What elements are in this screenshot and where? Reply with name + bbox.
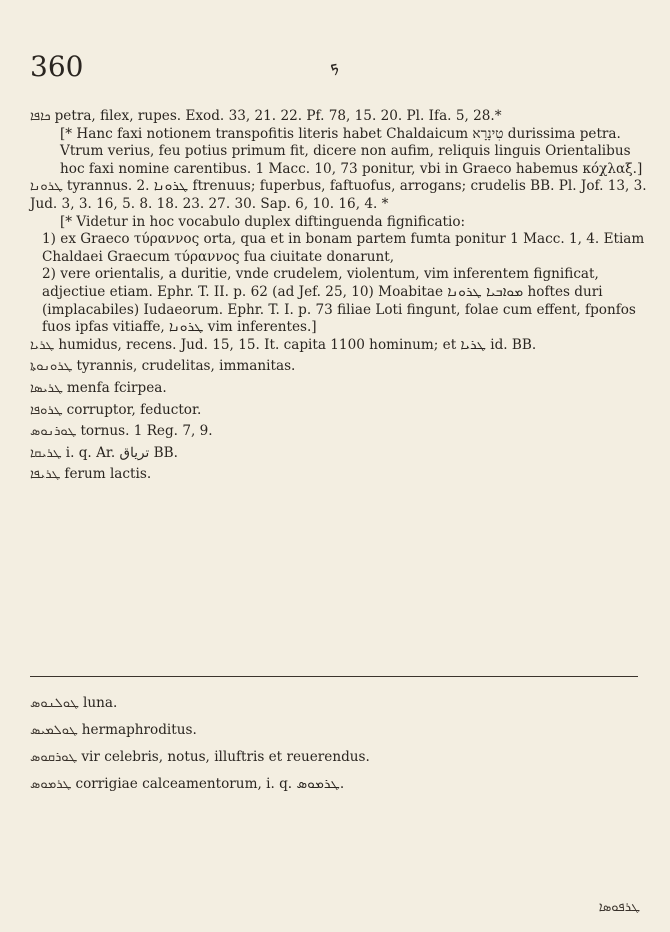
entry [30,445,650,463]
headword: ܛܘܪܢܘܣ [30,424,77,440]
headword: ܛܪܝܣܐ [30,380,63,396]
definition: corrigiae calceamentorum, i. q. ܛܪܡܘܣ. [75,776,345,792]
catchword: ܛܪܦܘܣܐ [598,900,640,915]
headword: ܛܪܝܩܐ [30,445,62,461]
headword: ܛܪܘܦܐ [30,402,63,418]
entry [30,358,650,376]
running-head: ܟ [330,56,340,76]
definition: ferum lactis. [64,466,152,483]
entry [30,402,650,420]
definition: corruptor, feductor. [66,401,202,418]
note [30,266,650,336]
headword: ܛܪܘܢܐ [30,179,63,195]
headword: ܛܪܘܢܘܬܐ [30,359,73,375]
definition: menfa fcirpea. [66,379,167,396]
note [30,231,650,266]
entry [30,466,650,484]
definition: hermaphroditus. [81,722,197,738]
definition: luna. [82,695,118,711]
entry [30,380,650,398]
definition: humidus, recens. Jud. 15, 15. It. capita 1100 hominum; et ܛܪܝܐ id. BB. [58,336,537,353]
note [30,214,650,232]
entry [30,690,650,717]
entry [30,423,650,441]
entry [30,744,650,771]
dictionary-entries-continued [30,690,650,798]
note [30,126,650,179]
page-header [30,50,640,90]
entry [30,178,650,213]
headword: ܛܪܝܐ [30,337,55,353]
entry [30,771,650,798]
definition: vir celebris, notus, illuftris et reuerendus. [81,749,370,765]
section-divider [30,676,638,677]
entry [30,717,650,744]
note-text: 1) ex Graeco τύραννος orta, qua et in bonam partem fumta ponitur 1 Macc. 1, 4. Etiam Chaldaei Graecum τύραννος fua ciuitate donarunt, [42,231,645,265]
note-text: [* Hanc faxi notionem transpofitis literis habet Chaldaicum טִינָרָא durissima petra. Vtrum verius, feu potius primum fit, dicere non aufim, reliquis linguis Orientalibus hoc faxi nomine carentibus. 1 Macc. 10, 73 ponitur, vbi in Graeco habemus κόχλαξ.] [60,125,643,177]
page-number: 360 [30,50,84,83]
definition: tyrannus. 2. ܛܪܘܢܐ ftrenuus; fuperbus, faftuofus, arrogans; crudelis BB. Pl. Jof. 13, 3. Jud. 3, 3. 16, 5. 8. 18. 23. 27. 30. Sap. 6, 10. 16, 4. * [30,178,647,212]
definition: tyrannis, crudelitas, immanitas. [76,358,296,375]
definition: i. q. Ar. ترياق BB. [65,444,178,461]
headword: ܛܘܠܡܝܣ [30,723,78,738]
headword: ܛܘܠܢܘܣ [30,696,79,711]
note-text: [* Videtur in hoc vocabulo duplex diftinguenda fignificatio: [60,213,466,230]
definition: tornus. 1 Reg. 7, 9. [80,423,213,440]
headword: ܛܪܝܦܐ [30,467,61,483]
dictionary-entries [30,108,650,484]
entry [30,108,650,126]
headword: ܛܪܡܘܣ [30,777,72,792]
definition: petra, filex, rupes. Exod. 33, 21. 22. Pf. 78, 15. 20. Pl. Ifa. 5, 28.* [54,108,502,124]
entry [30,337,650,355]
headword: ܛܘܪܩܘܣ [30,750,78,765]
headword: ܟܐܦܐ [30,109,51,124]
note-text: 2) vere orientalis, a duritie, vnde crudelem, violentum, vim inferentem fignificat, adjectiue etiam. Ephr. T. II. p. 62 (ad Jef. 25, 10) Moabitae ܡܘܐܒܝܐ ܛܪܘܢܐ hoftes duri (implacabiles) Iudaeorum. Ephr. T. I. p. 73 filiae Loti fingunt, folae cum effent, fponfos fuos ipfas vitiaffe, ܛܪܘܢܐ vim inferentes.] [42,266,636,336]
